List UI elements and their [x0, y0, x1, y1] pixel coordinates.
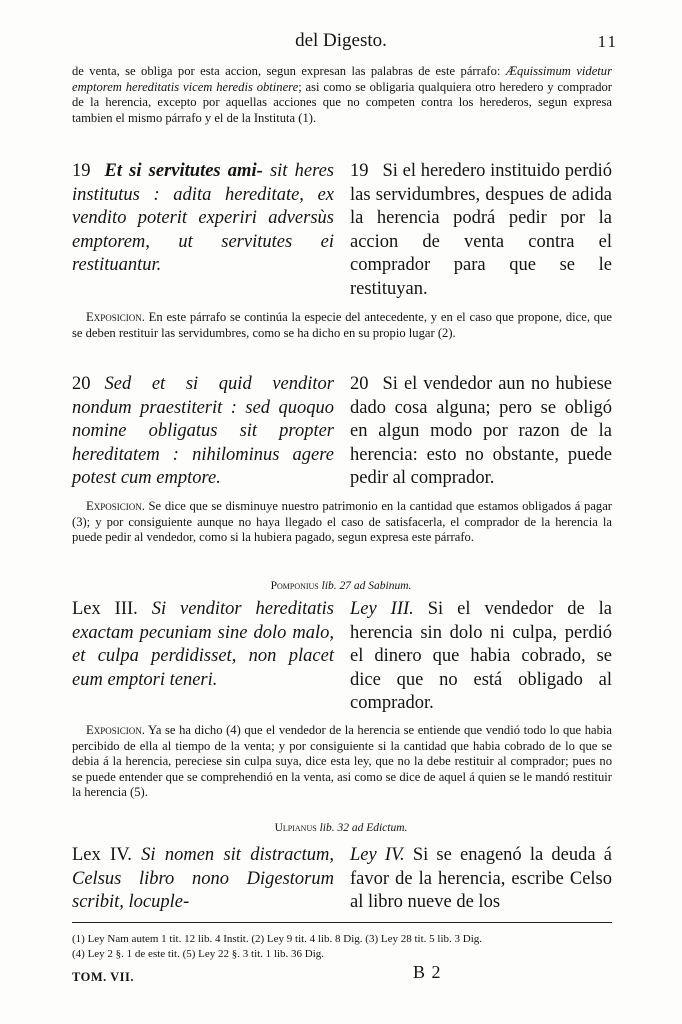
footnote-rule — [72, 922, 612, 923]
exposicion-text: Ya se ha dicho (4) que el vendedor de la herencia se entiende que vendió todo lo que habia percibido de ella al tiempo de la venta; y por consiguiente si la cantidad que habia cobrado de lo que se debia á la herencia, pereciese sin culpa suya, dice esta ley, que no la debe restituir al comprador; pues no se puede entender que se comprehendió en la venta, asi como se dice de aquel á quien se le mandó restituir la herencia (5). — [72, 723, 612, 800]
signature-mark: B 2 — [413, 962, 442, 982]
paragraph-number: 20 — [72, 374, 91, 394]
spanish-paragraph-19 — [350, 160, 612, 301]
source-citation-pomponius — [0, 580, 682, 592]
paragraph-number: 19 — [72, 161, 91, 181]
footnote-line-1: (1) Ley Nam autem 1 tit. 12 lib. 4 Instit. (2) Ley 9 tit. 4 lib. 8 Dig. (3) Ley 28 tit. 5 lib. 3 Dig. — [72, 933, 482, 945]
paragraph-number: 20 — [350, 374, 369, 394]
exposicion-text: Se dice que se disminuye nuestro patrimonio en la cantidad que estamos obligados á pagar (3); y por consiguiente aunque no haya llegado el caso de satisfacerla, el comprador de la herencia la puede pedir al vendedor, como si la hubiera pagado, segun expresa este párrafo. — [72, 499, 612, 545]
exposicion-text: En este párrafo se continúa la especie del antecedente, y en el caso que propone, dice, que se deben restituir las servidumbres, como se ha dicho en su propio lugar (2). — [72, 310, 612, 340]
footnotes — [72, 932, 612, 962]
latin-paragraph-20 — [72, 373, 334, 491]
paragraph-number: 19 — [350, 161, 369, 181]
latin-bold-incipit: Et si servitutes ami- — [104, 161, 263, 181]
source-author: Pomponius — [270, 580, 319, 592]
source-reference: lib. 27 ad Sabinum. — [321, 580, 412, 592]
exposicion-paragraph-1 — [72, 310, 612, 341]
lex-heading: Lex IV. — [72, 845, 132, 865]
source-reference: lib. 32 ad Edictum. — [319, 822, 408, 834]
exposicion-label: Exposicion. — [86, 499, 145, 513]
spanish-text: Si el heredero instituido perdió las servidumbres, despues de adida la herencia podrá pedir por la accion de venta contra el comprador para que se le restituyan. — [350, 161, 612, 299]
volume-label: TOM. VII. — [72, 970, 135, 984]
spanish-paragraph-20 — [350, 373, 612, 491]
latin-text: Si nomen sit distractum, Celsus libro nono Digestorum scribit, locuple- — [72, 845, 334, 912]
intro-latin-quote: Æquissimum videtur emptorem hereditatis vicem heredis obtinere — [72, 64, 612, 94]
latin-paragraph-19 — [72, 160, 334, 278]
intro-paragraph — [72, 64, 612, 126]
exposicion-paragraph-3 — [72, 723, 612, 801]
spanish-ley-4 — [350, 844, 612, 915]
ley-heading: Ley IV. — [350, 845, 405, 865]
latin-text: sit heres institutus : adita hereditate, ex vendito poterit experiri adversùs emptorem, ut servitutes ei restituantur. — [72, 161, 335, 275]
exposicion-paragraph-2 — [72, 499, 612, 546]
spanish-text: Si el vendedor aun no hubiese dado cosa alguna; pero se obligó en algun modo por razon de la herencia: esto no obstante, puede pedir al comprador. — [350, 374, 612, 488]
ley-heading: Ley III. — [350, 599, 414, 619]
exposicion-label: Exposicion. — [86, 310, 145, 324]
exposicion-label: Exposicion. — [86, 723, 145, 737]
intro-text-2: ; asi como se obligaria qualquiera otro heredero y comprador de la herencia, excepto por aquellas acciones que no competen contra los herederos, segun expresa tambien el mismo párrafo y el de la Instituta (1). — [72, 79, 612, 125]
footnote-line-2: (4) Ley 2 §. 1 de este tit. (5) Ley 22 §. 3 tit. 1 lib. 36 Dig. — [72, 948, 325, 960]
spanish-text: Si el vendedor de la herencia sin dolo ni culpa, perdió el dinero que habia cobrado, se dice que no está obligado al comprador. — [350, 599, 612, 713]
lex-heading: Lex III. — [72, 599, 138, 619]
page-number: 11 — [597, 32, 618, 51]
source-author: Ulpianus — [274, 822, 317, 834]
running-header-title: del Digesto. — [295, 30, 387, 51]
intro-text-1: de venta, se obliga por esta accion, segun expresan las palabras de este párrafo: — [72, 64, 501, 78]
spanish-text: Si se enagenó la deuda á favor de la herencia, escribe Celso al libro nueve de los — [350, 845, 612, 912]
source-citation-ulpianus — [0, 822, 682, 834]
spanish-ley-3 — [350, 598, 612, 716]
latin-lex-4 — [72, 844, 334, 915]
latin-lex-3 — [72, 598, 334, 692]
latin-text: Sed et si quid venditor nondum praestiterit : sed quoquo nomine obligatus sit propter hereditatem : nihilominus agere potest cum emptore. — [72, 374, 334, 488]
latin-text: Si venditor hereditatis exactam pecuniam sine dolo malo, et culpa perdidisset, non placet eum emptori teneri. — [72, 599, 334, 690]
